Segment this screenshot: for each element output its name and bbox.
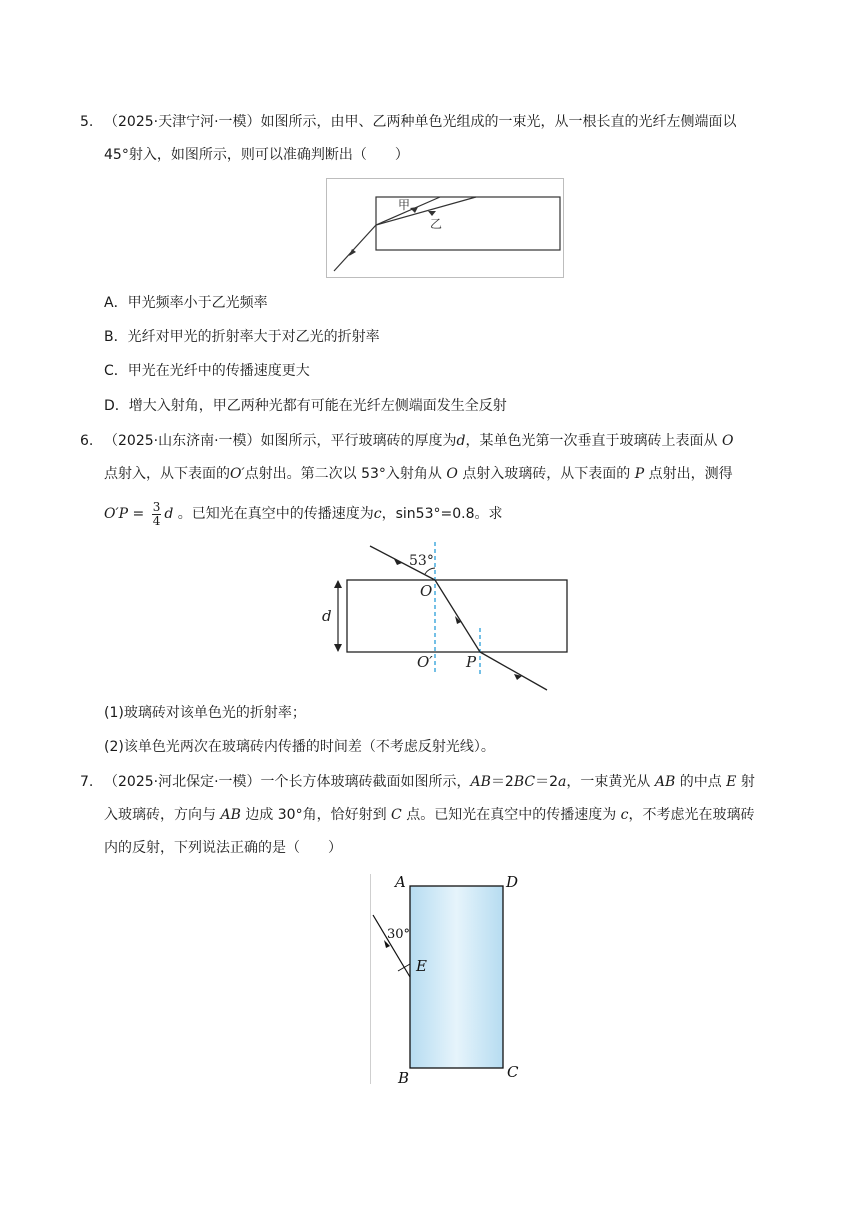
- thickness-arrow-top: [334, 580, 342, 588]
- fraction-denominator: 4: [152, 513, 161, 528]
- var-d: d: [164, 506, 174, 522]
- label-C: C: [507, 1063, 519, 1081]
- q6-text: 。已知光在真空中的传播速度为: [177, 506, 374, 522]
- q7-text: ＝2: [490, 774, 514, 790]
- q7-number: 7.: [80, 774, 94, 790]
- q6-subquestion-2: (2)该单色光两次在玻璃砖内传播的时间差（不考虑反射光线）。: [104, 739, 495, 755]
- q6-text: （2025·山东济南·一模）如图所示，平行玻璃砖的厚度为: [104, 433, 457, 449]
- q7-stem-line3: 内的反射，下列说法正确的是（ ）: [104, 840, 342, 856]
- fraction-3-4: [152, 501, 162, 528]
- label-P: P: [466, 653, 477, 671]
- angle-30-label: 30°: [387, 927, 411, 942]
- label-yi: 乙: [430, 217, 443, 231]
- q6-text: 点射入，从下表面的: [104, 466, 230, 482]
- var-C: C: [391, 807, 402, 823]
- label-O: O: [420, 582, 433, 600]
- thickness-arrow-bottom: [334, 644, 342, 652]
- var-d: d: [456, 433, 466, 449]
- label-Oprime: O′: [417, 653, 433, 671]
- label-D: D: [506, 873, 519, 891]
- label-A: A: [395, 873, 406, 891]
- var-a: a: [558, 774, 567, 790]
- q7-text: 边成 30°角，恰好射到: [245, 807, 387, 823]
- label-B: B: [398, 1069, 410, 1087]
- label-E: E: [416, 957, 427, 975]
- q7-text: 点。已知光在真空中的传播速度为: [406, 807, 617, 823]
- q7-figure-glass-block: [370, 874, 530, 1086]
- arrow-yi: [428, 211, 436, 216]
- q7-text: ，一束黄光从: [566, 774, 651, 790]
- var-O: O: [446, 466, 458, 482]
- var-BC: BC: [513, 774, 536, 790]
- var-E: E: [726, 774, 737, 790]
- q5-option-b: B．光纤对甲光的折射率大于对乙光的折射率: [104, 329, 380, 345]
- var-O: O: [721, 433, 734, 449]
- angle-53-label: 53°: [409, 553, 434, 569]
- q6-stem-line3: [104, 497, 503, 531]
- q7-stem-line2: [104, 805, 755, 825]
- q6-text: 点射出。第二次以 53°入射角从: [244, 466, 442, 482]
- q6-text: 点射入玻璃砖，从下表面的: [462, 466, 631, 482]
- q5-option-d: D．增大入射角，甲乙两种光都有可能在光纤左侧端面发生全反射: [104, 398, 507, 414]
- var-AB: AB: [220, 807, 241, 823]
- q5-figure-fiber: [326, 178, 564, 278]
- q7-text: 射: [740, 774, 755, 790]
- equals-sign: =: [128, 506, 149, 522]
- q5-stem-line2: 45°射入，如图所示，则可以准确判断出（ ）: [104, 147, 409, 163]
- q6-text: ，某单色光第一次垂直于玻璃砖上表面从: [465, 433, 718, 449]
- var-c: c: [373, 506, 382, 522]
- var-c: c: [620, 807, 629, 823]
- q6-stem-line2: [104, 464, 733, 484]
- var-OprimeP: O′P: [104, 506, 129, 522]
- q6-figure-glass-slab: [318, 540, 578, 695]
- incident-arrow: [349, 249, 356, 256]
- q6-text: ，sin53°=0.8。求: [381, 506, 503, 522]
- ray-yi: [376, 197, 476, 225]
- var-AB: AB: [654, 774, 676, 790]
- q5-stem-line1: （2025·天津宁河·一模）如图所示，由甲、乙两种单色光组成的一束光，从一根长直的光纤左侧端面以: [104, 114, 737, 130]
- q7-stem-line1: [104, 772, 755, 792]
- q7-text: ，不考虑光在玻璃砖: [628, 807, 755, 823]
- q7-text: ＝2: [535, 774, 559, 790]
- var-AB: AB: [470, 774, 491, 790]
- q6-stem-line1: [104, 431, 733, 451]
- angle-mark: [398, 964, 410, 971]
- glass-block: [410, 886, 503, 1068]
- refracted-ray: [435, 580, 480, 652]
- q6-subquestion-1: (1)玻璃砖对该单色光的折射率；: [104, 705, 306, 721]
- label-jia: 甲: [398, 198, 411, 212]
- label-d: d: [322, 607, 332, 625]
- var-P: P: [634, 466, 645, 482]
- var-Oprime: O′: [230, 466, 245, 482]
- q6-number: 6.: [80, 433, 94, 449]
- q5-number: 5.: [80, 114, 94, 130]
- q7-text: （2025·河北保定·一模）一个长方体玻璃砖截面如图所示，: [104, 774, 471, 790]
- q7-text: 入玻璃砖，方向与: [104, 807, 216, 823]
- q5-figure-frame: [327, 179, 564, 278]
- q6-text: 点射出，测得: [648, 466, 733, 482]
- incident-ray: [334, 225, 376, 271]
- q5-option-a: A．甲光频率小于乙光频率: [104, 295, 268, 311]
- q5-option-c: C．甲光在光纤中的传播速度更大: [104, 363, 310, 379]
- emergent-ray: [480, 652, 547, 690]
- q7-text: 的中点: [679, 774, 722, 790]
- fraction-numerator: 3: [152, 499, 161, 514]
